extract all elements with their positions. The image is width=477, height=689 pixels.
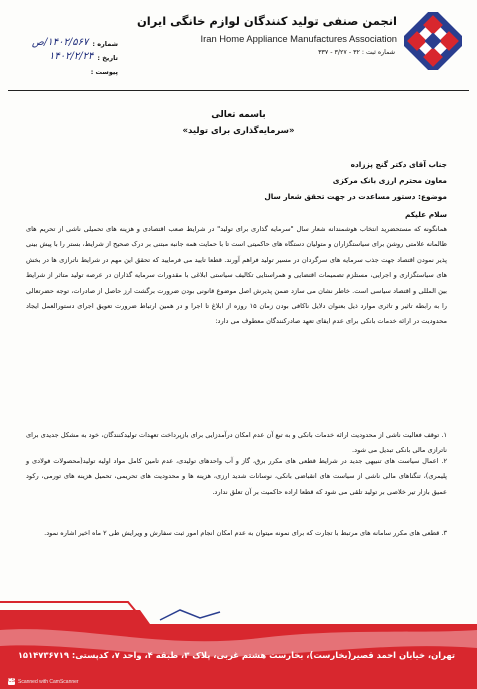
letter-number-row bbox=[8, 34, 118, 48]
intro-paragraph: همانگونه که مستحضرید انتخاب هوشمندانه شعار سال "سرمایه گذاری برای تولید" در شرایط صعب اقتصادی و هزینه های تحمیلی ناشی از تحریم های ظالمانه علامتی روشن برای سیاستگزاران و متولیان دستگاه های حاکمیتی است تا با حمایت همه جانبه مبتنی بر درک صحیح از شرایط، بستر را با پیش بینی پذیر نمودن اقتصاد جهت جذب سرمایه های سرگردان در مسیر تولید فراهم آورند. قطعا تایید می فرمایید که تحقق این مهم در شرایط ناترازی ها در بخش های سیاستگزاری و اجرایی، مستلزم تصمیمات اقتضایی و همراستایی تکالیف سیاستی ابلاغی با مقدورات سرمایه گذاران در عرصه تولید متاثر از شرایط بین المللی و اقتصاد سیاسی است. خاطر نشان می سازد ضمن پذیرش اصل موضوع قانونی بودن ضرورت برگشت ارز حاصل از صادرات، توجه حضرتعالی را به رابطه تاثیر و تاثری موارد ذیل بعنوان دلایل ناکافی بودن زمان ۱۵ روزه از ابلاغ تا اجرا و در همین ارتباط ضرورت تعویق اجرای دستورالعمل ایجاد محدودیت در ارائه خدمات بانکی برای عدم ایفای تعهد صادرکنندگان معطوف می دارد: bbox=[26, 225, 447, 326]
list-item-1: ۱. توقف فعالیت ناشی از محدودیت ارائه خدمات بانکی و به تبع آن عدم امکان درآمدزایی برای بازپرداخت تعهدات تولیدکنندگان، خود به مشکل جدیدی برای ناترازی مالی بانکی تبدیل می شود. bbox=[26, 431, 447, 455]
scanner-text: Scanned with CamScanner bbox=[18, 678, 79, 685]
date-value: ۱۴۰۲/۲/۲۴ bbox=[49, 51, 94, 62]
list-item-3: ۳. قطعی های مکرر سامانه های مرتبط با تجارت که برای نمونه میتوان به عدم امکان انجام امور ثبت سفارش و ویرایش طی ۲ ماه اخیر اشاره نمود. bbox=[44, 529, 447, 537]
footer-address: تهران، خیابان احمد قصیر(بخارست)، بخارست هشتم غربی، پلاک ۳، طبقه ۴، واحد ۷، کدپستی: ۱۵۱۴۷۳۶۷۱۹ bbox=[17, 650, 455, 660]
date-row bbox=[8, 48, 118, 62]
org-name-fa: انجمن صنفی تولید کنندگان لوازم خانگی ایران bbox=[136, 14, 397, 28]
recipient-name: جناب آقای دکتر گنج پززاده bbox=[350, 160, 447, 169]
registration-number: شماره ثبت : ۳۲ - ۳/۲۷ - ۳۳۷ bbox=[318, 49, 395, 56]
footer-banner bbox=[0, 590, 477, 689]
org-name-en: Iran Home Appliance Manufactures Association bbox=[200, 33, 397, 44]
date-label: تاریخ : bbox=[97, 54, 118, 62]
invocation: باسمه تعالی bbox=[211, 110, 266, 120]
letter-number-label: شماره : bbox=[92, 40, 118, 48]
attachment-label: پیوست : bbox=[90, 68, 118, 76]
header-divider bbox=[8, 90, 469, 91]
greeting: سلام علیکم bbox=[404, 210, 447, 219]
recipient-position: معاون محترم ارزی بانک مرکزی bbox=[332, 176, 447, 185]
scanner-watermark bbox=[8, 678, 79, 685]
letter-subject: موضوع: دستور مساعدت در جهت تحقق شعار سال bbox=[264, 192, 447, 201]
letter-number-value: ۱۴۰۲/۵۶۷/ص bbox=[31, 37, 89, 48]
letter-meta bbox=[8, 34, 118, 76]
list-item-2: ۲. اعمال سیاست های تنبیهی جدید در شرایط قطعی های مکرر برق، گاز و آب واحدهای تولیدی، عدم تامین کامل مواد اولیه تولید(محصولات فولادی و پلیمری)، تنگناهای مالی ناشی از سیاست های انقباضی بانکی، نوسانات شدید ارزی، هزینه ها و محدودیت های تحریمی، تحمیل هزینه های تورمی، رکود عمیق بازار تیر خلاصی بر تولید تلقی می شود که قطعا اراده حاکمیت بر آن تعلق ندارد. bbox=[26, 457, 447, 496]
association-logo bbox=[404, 12, 462, 70]
slogan: «سرمایه‌گذاری برای تولید» bbox=[182, 126, 295, 136]
attachment-row bbox=[8, 62, 118, 76]
camscanner-icon: CS bbox=[8, 678, 15, 684]
